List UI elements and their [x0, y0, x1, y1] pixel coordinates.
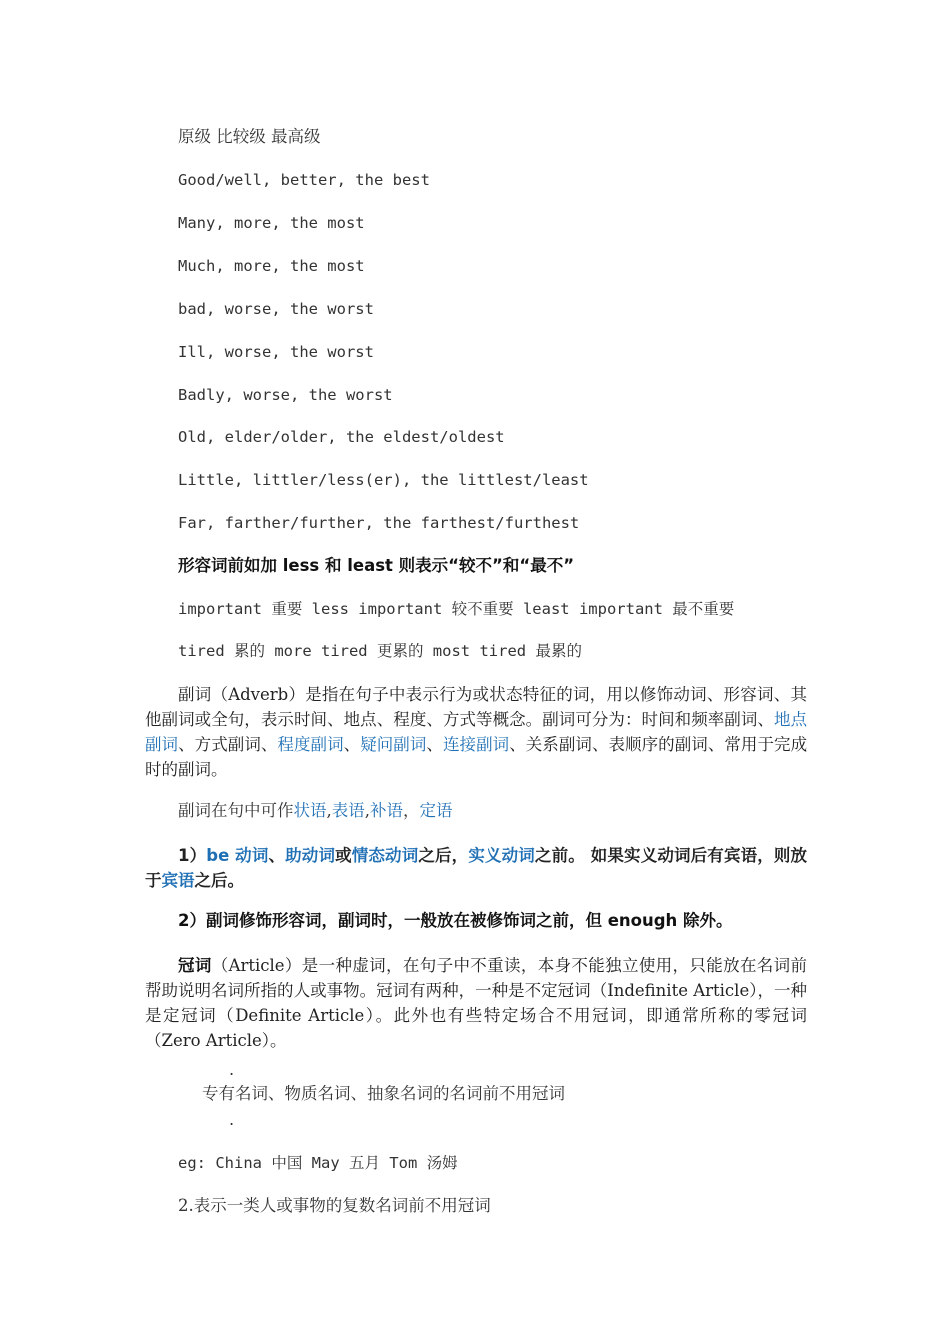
rule-text: 1）	[178, 846, 207, 865]
comparison-header: 原级 比较级 最高级	[178, 127, 321, 146]
less-least-example: important 重要 less important 较不重要 least important 最不重要	[178, 600, 735, 618]
comparison-row: Little, littler/less(er), the littlest/least	[178, 471, 589, 489]
article-rule-2: 2.表示一类人或事物的复数名词前不用冠词	[178, 1196, 491, 1215]
separator: ,	[364, 801, 370, 820]
comparison-row: Many, more, the most	[178, 214, 365, 232]
rule-text: 之前。 如果实义动词后有宾语，则放于	[145, 846, 808, 890]
rule-text: 之后。	[194, 871, 244, 890]
link-adverbial[interactable]: 状语	[293, 801, 327, 820]
rule-text: 之后，	[418, 846, 469, 865]
link-place-adverb[interactable]: 地点副词	[145, 710, 808, 754]
link-notional-verb[interactable]: 实义动词	[468, 846, 535, 865]
adverb-rule-2: 2）副词修饰形容词，副词时，一般放在被修饰词之前，但 enough 除外。	[178, 911, 733, 930]
bullet-mark: .	[229, 1060, 235, 1079]
adverb-text: 、方式副词、	[178, 735, 278, 754]
article-example: eg: China 中国 May 五月 Tom 汤姆	[178, 1154, 458, 1172]
article-text: （Article）是一种虚词，在句子中不重读，本身不能独立使用，只能放在名词前帮助说明名词所指的人或事物。冠词有两种，一种是不定冠词（Indefinite Article），一种是定冠词（Definite Article）。此外也有些特定场合不用冠词，即通常所称的零冠词（Zero Article）。	[145, 956, 808, 1050]
link-interrogative-adverb[interactable]: 疑问副词	[360, 735, 427, 754]
comparison-row: Far, farther/further, the farthest/furthest	[178, 514, 580, 532]
rule-text: 或	[335, 846, 352, 865]
comparison-row: Good/well, better, the best	[178, 171, 430, 189]
rule-text: 、	[268, 846, 286, 865]
link-attributive[interactable]: 定语	[419, 801, 453, 820]
link-be-verb[interactable]: be 动词	[206, 846, 269, 865]
link-complement[interactable]: 补语	[370, 801, 403, 820]
more-most-example: tired 累的 more tired 更累的 most tired 最累的	[178, 642, 582, 660]
article-definition	[145, 953, 807, 1053]
adverb-functions-text: 副词在句中可作	[178, 801, 294, 820]
adverb-rule-1	[145, 843, 807, 893]
adverb-definition	[145, 682, 807, 782]
bullet-mark: .	[229, 1110, 235, 1129]
link-auxiliary-verb[interactable]: 助动词	[285, 846, 336, 865]
adverb-text: 、	[426, 735, 443, 754]
link-predicative[interactable]: 表语	[331, 801, 365, 820]
adverb-text: 、关系副词、表顺序的副词、常用于完成时的副词。	[145, 735, 808, 779]
adverb-functions	[178, 801, 453, 821]
link-conjunctive-adverb[interactable]: 连接副词	[442, 735, 510, 754]
comparison-row: Much, more, the most	[178, 257, 365, 275]
comparison-row: Badly, worse, the worst	[178, 386, 393, 404]
link-object[interactable]: 宾语	[161, 871, 195, 890]
adverb-text: 副词（Adverb）是指在句子中表示行为或状态特征的词，用以修饰动词、形容词、其他副词或全句，表示时间、地点、程度、方式等概念。副词可分为：时间和频率副词、	[145, 685, 807, 729]
link-modal-verb[interactable]: 情态动词	[351, 846, 419, 865]
comparison-row: Ill, worse, the worst	[178, 343, 374, 361]
article-rule-1: 专有名词、物质名词、抽象名词的名词前不用冠词	[202, 1084, 565, 1103]
separator: ,	[326, 801, 332, 820]
article-term: 冠词	[178, 956, 212, 975]
comparison-row: bad, worse, the worst	[178, 300, 374, 318]
link-degree-adverb[interactable]: 程度副词	[277, 735, 344, 754]
separator: ，	[403, 801, 420, 820]
adverb-text: 、	[343, 735, 361, 754]
comparison-row: Old, elder/older, the eldest/oldest	[178, 428, 505, 446]
less-least-heading: 形容词前如加 less 和 least 则表示“较不”和“最不”	[178, 556, 575, 575]
